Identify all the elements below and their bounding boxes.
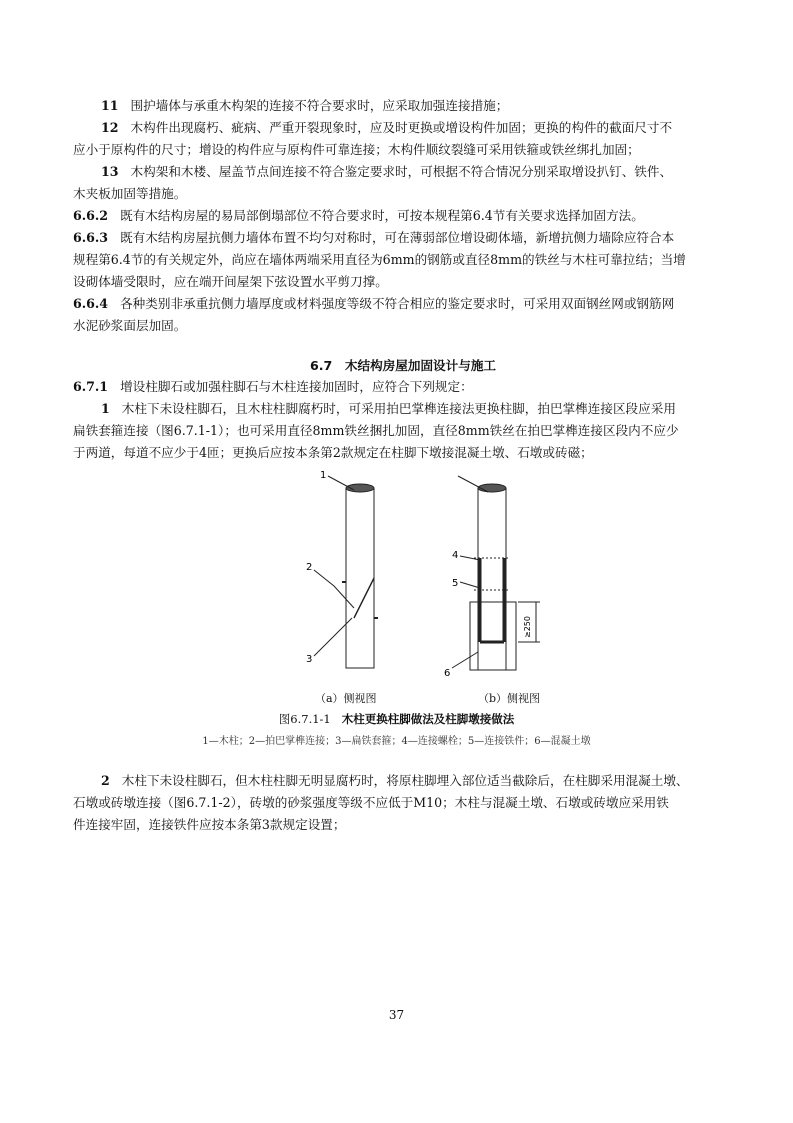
clause-text: 水泥砂浆面层加固。 — [73, 318, 187, 333]
figure-number: 图6.7.1-1 — [278, 712, 331, 726]
clause-text: 应小于原构件的尺寸；增设的构件应与原构件可靠连接；木构件顺纹裂缝可采用铁箍或铁丝绑扎加固； — [73, 142, 640, 157]
leader-4 — [460, 556, 480, 560]
clause-text: 扁铁套箍连接（图6.7.1-1）；也可采用直径8mm铁丝捆扎加固，直径8mm铁丝在拍巴掌榫连接区段内不应少 — [73, 423, 679, 438]
clause-12-line1 — [73, 117, 733, 139]
clause-13-line1 — [73, 161, 733, 183]
clause-text: 木夹板加固等措施。 — [73, 186, 187, 201]
clause-6-6-3-line2 — [73, 249, 733, 271]
clause-6-6-3-line3 — [73, 271, 733, 293]
figure-caption: 木柱更换柱脚做法及柱脚墩接做法 — [341, 712, 515, 726]
clause-12-line2 — [73, 139, 733, 161]
column-a-outline — [346, 488, 374, 668]
clause-6-6-4-line2 — [73, 315, 733, 337]
callout-6: 6 — [444, 668, 451, 679]
leader-6 — [452, 652, 478, 668]
subcaption-b: （b）侧视图 — [478, 692, 541, 705]
leader-1a — [328, 476, 354, 490]
clause-text: 木构架和木楼、屋盖节点间连接不符合鉴定要求时，可根据不符合情况分别采取增设扒钉、铁件、 — [130, 164, 673, 179]
clause-text: 增设柱脚石或加强柱脚石与木柱连接加固时，应符合下列规定： — [120, 379, 473, 394]
clause-11 — [73, 95, 733, 117]
clause-6-7-1-1-line2 — [73, 420, 733, 442]
clause-number: 6.6.3 — [73, 230, 109, 245]
clause-6-7-1-2-line3 — [73, 814, 733, 836]
callout-5: 5 — [452, 578, 459, 589]
scarf-joint — [354, 578, 374, 618]
page-number: 37 — [388, 1008, 405, 1022]
column-b-top-grain — [478, 484, 506, 492]
concrete-pier — [470, 602, 516, 670]
clause-text: 于两道，每道不应少于4匝；更换后应按本条第2款规定在柱脚下墩接混凝土墩、石墩或砖磁； — [73, 445, 593, 460]
clause-text: 既有木结构房屋抗侧力墙体布置不均匀对称时，可在薄弱部位增设砌体墙，新增抗侧力墙除应符合本 — [120, 230, 675, 245]
clause-number: 1 — [101, 401, 110, 416]
clause-text: 围护墙体与承重木构架的连接不符合要求时，应采取加强连接措施； — [130, 98, 509, 113]
clause-13-line2 — [73, 183, 733, 205]
clause-text: 各种类别非承重抗侧力墙厚度或材料强度等级不符合相应的鉴定要求时，可采用双面钢丝网或钢筋网 — [120, 296, 675, 311]
clause-number: 11 — [101, 98, 119, 113]
figure-b — [452, 476, 540, 670]
clause-number: 6.7.1 — [73, 379, 109, 394]
clause-6-7-1-1-line3 — [73, 442, 733, 464]
clause-number: 2 — [101, 773, 110, 788]
clause-6-6-3-line1 — [73, 227, 733, 249]
callout-1a: 1 — [320, 470, 327, 481]
callout-3: 3 — [306, 654, 313, 665]
clause-number: 6.6.2 — [73, 208, 109, 223]
leader-1b — [458, 476, 488, 492]
figure-a — [314, 476, 378, 668]
clause-text: 木构件出现腐朽、疵病、严重开裂现象时，应及时更换或增设构件加固；更换的构件的截面尺寸不 — [130, 120, 673, 135]
leader-5 — [460, 582, 480, 588]
clause-text: 件连接牢固，连接铁件应按本条第3款规定设置； — [73, 817, 346, 832]
subcaption-a: （a）侧视图 — [315, 692, 377, 705]
dimension-label: ≥250 — [523, 616, 532, 638]
clause-6-7-1-2-line1 — [73, 770, 733, 792]
clause-number: 6.6.4 — [73, 296, 109, 311]
clause-6-7-1-2-line2 — [73, 792, 733, 814]
clause-6-6-2 — [73, 205, 733, 227]
clause-number: 12 — [101, 120, 119, 135]
clause-text: 木柱下未设柱脚石，但木柱柱脚无明显腐朽时，将原柱脚埋入部位适当截除后，在柱脚采用混凝土墩、 — [121, 773, 689, 788]
clause-text: 规程第6.4节的有关规定外，尚应在墙体两端采用直径为6mm的钢筋或直径8mm的铁丝与木柱可靠拉结；当增 — [73, 252, 686, 267]
clause-6-6-4-line1 — [73, 293, 733, 315]
leader-2 — [314, 570, 354, 608]
callout-2: 2 — [306, 562, 313, 573]
callout-4: 4 — [452, 550, 459, 561]
clause-text: 石墩或砖墩连接（图6.7.1-2），砖墩的砂浆强度等级不应低于M10；木柱与混凝土墩、石墩或砖墩应采用铁 — [73, 795, 669, 810]
clause-number: 13 — [101, 164, 119, 179]
clause-text: 设砌体墙受限时，应在端开间屋架下弦设置水平剪刀撑。 — [73, 274, 388, 289]
clause-text: 既有木结构房屋的易局部倒塌部位不符合要求时，可按本规程第6.4节有关要求选择加固方法。 — [120, 208, 644, 223]
section-heading: 6.7 木结构房屋加固设计与施工 — [309, 358, 497, 373]
figure-legend: 1—木柱；2—拍巴掌榫连接；3—扁铁套箍；4—连接螺栓；5—连接铁件；6—混凝土墩 — [202, 736, 591, 747]
clause-text: 木柱下未设柱脚石，且木柱柱脚腐朽时，可采用拍巴掌榫连接法更换柱脚，拍巴掌榫连接区段应采用 — [121, 401, 676, 416]
clause-6-7-1 — [73, 376, 733, 398]
figure-title — [0, 711, 793, 727]
clause-6-7-1-1-line1 — [73, 398, 733, 420]
figure-drawing — [290, 470, 560, 690]
